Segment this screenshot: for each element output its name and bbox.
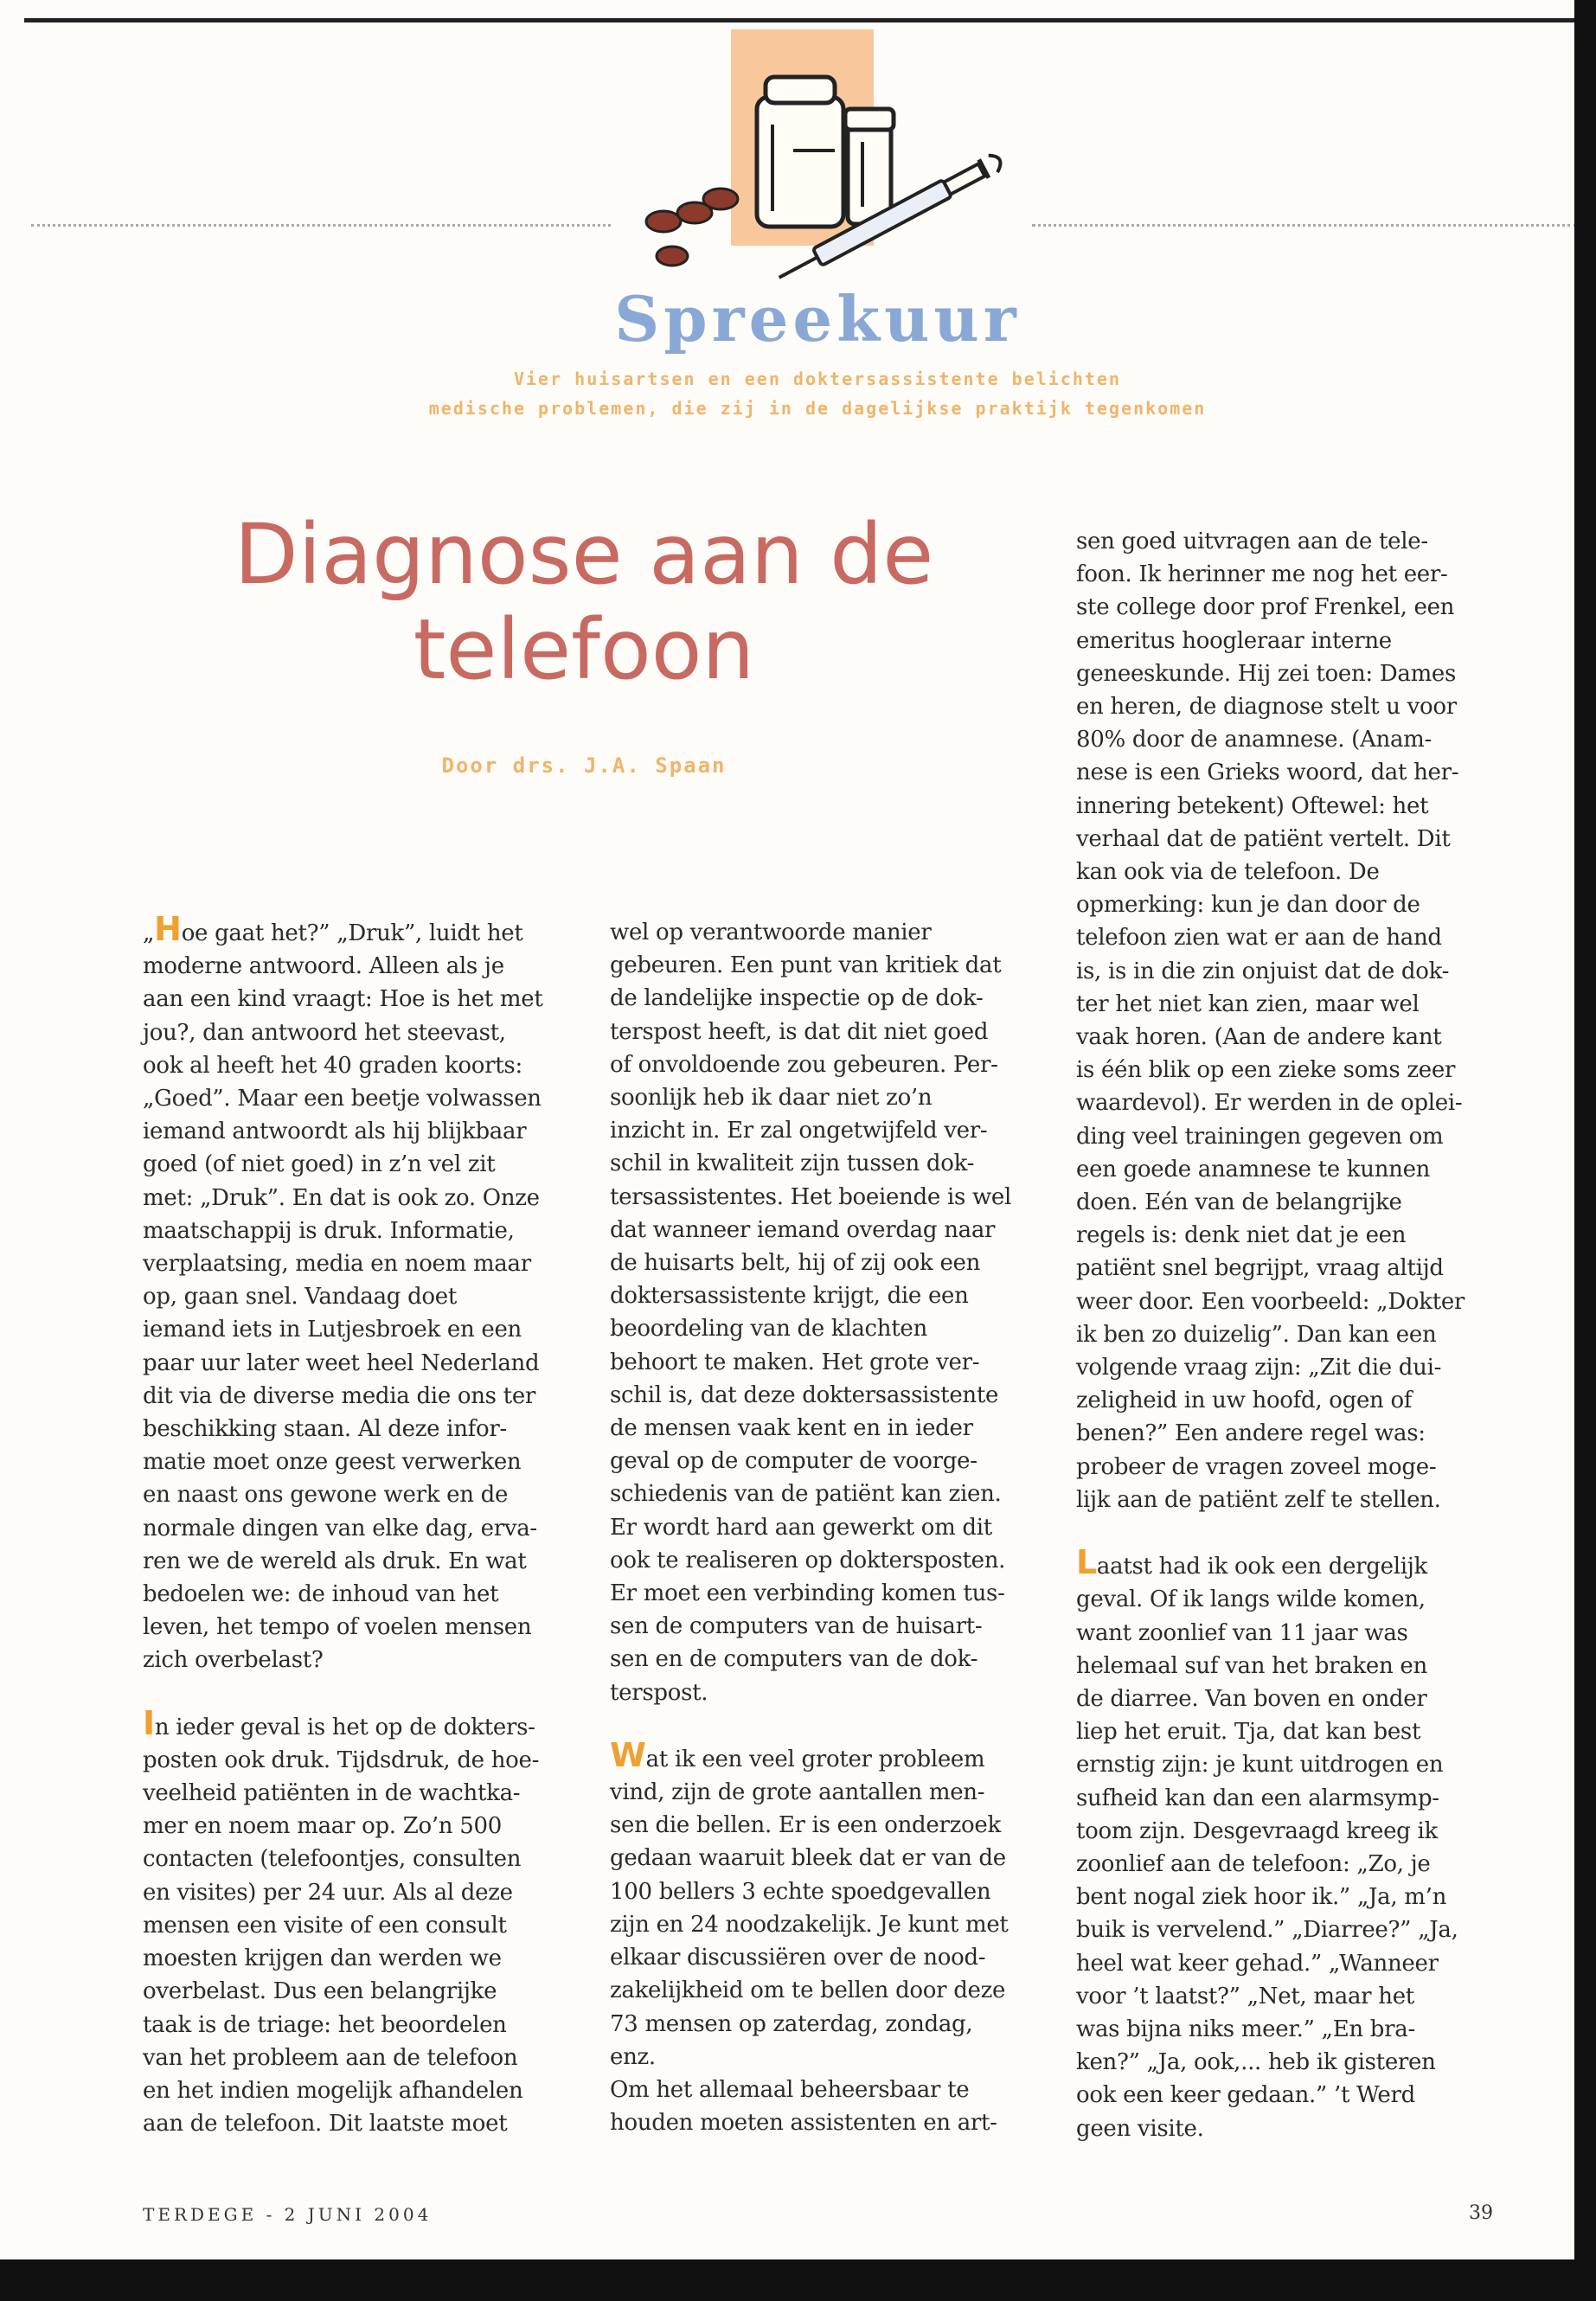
article-text-line: de huisarts belt, hij of zij ook een [610, 1250, 981, 1277]
header-dotted-rule-left [31, 224, 611, 227]
article-text-line: doktersassistente krijgt, die een [610, 1283, 969, 1310]
article-text-line: dit via de diverse media die ons ter [143, 1382, 536, 1409]
article-text-line: bedoelen we: de inhoud van het [143, 1581, 499, 1608]
article-headline-line-1: Diagnose aan de [234, 506, 934, 603]
article-text-line: beoordeling van de klachten [610, 1316, 927, 1343]
article-text-line [610, 1735, 1042, 1776]
article-text-line: ik ben zo duizelig”. Dan kan een [1076, 1321, 1437, 1348]
article-headline-line-2: telefoon [413, 601, 755, 698]
article-text-line: zijn en 24 noodzakelijk. Je kunt met [610, 1911, 1009, 1938]
drop-cap-letter: I [143, 1703, 155, 1742]
drop-cap-letter: H [154, 910, 182, 948]
article-text-line: ook te realiseren op doktersposten. [610, 1547, 1006, 1574]
article-text-line: volgende vraag zijn: „Zit die dui- [1076, 1355, 1442, 1381]
medicine-jar-large [757, 97, 843, 227]
article-text-line: de landelijke inspectie op de dok- [610, 985, 984, 1012]
article-text-line: en naast ons gewone werk en de [143, 1482, 509, 1509]
article-text-line: geneeskunde. Hij zei toen: Dames [1076, 660, 1457, 687]
article-text-line: of onvoldoende zou gebeuren. Per- [610, 1051, 998, 1078]
article-text-line: geen visite. [1076, 2115, 1204, 2142]
article-text-line: heel wat keer gehad.” „Wanneer [1076, 1950, 1439, 1977]
page-bottom-edge [0, 2259, 1596, 2301]
article-text-line: toom zijn. Desgevraagd kreeg ik [1076, 1817, 1438, 1844]
article-text-line: en heren, de diagnose stelt u voor [1076, 694, 1457, 721]
article-text-line: normale dingen van elke dag, erva- [143, 1515, 537, 1541]
article-text-line: weer door. Een voorbeeld: „Dokter [1076, 1288, 1465, 1315]
article-text-line: gebeuren. Een punt van kritiek dat [610, 952, 1002, 979]
article-text-line [143, 1703, 575, 1744]
article-text-line: patiënt snel begrijpt, vraag altijd [1076, 1255, 1444, 1282]
page-number: 39 [1469, 2202, 1493, 2224]
line-text: at ik een veel groter probleem [645, 1746, 985, 1772]
pill [657, 247, 688, 266]
article-text-line: houden moeten assistenten en art- [610, 2110, 997, 2137]
article-text-line: veelheid patiënten in de wachtka- [143, 1780, 521, 1807]
article-text-line: want zoonlief van 11 jaar was [1076, 1619, 1408, 1646]
article-text-line: iemand iets in Lutjesbroek en een [143, 1317, 522, 1343]
footer-publication: TERDEGE - 2 JUNI 2004 [143, 2204, 433, 2225]
article-text-line: probeer de vragen zoveel moge- [1076, 1453, 1437, 1480]
medicine-illustration-icon [636, 29, 1051, 280]
article-text-line: iemand antwoordt als hij blijkbaar [143, 1118, 527, 1145]
article-text-line: sufheid kan dan een alarmsymp- [1076, 1785, 1439, 1811]
drop-cap-letter: L [1076, 1543, 1097, 1582]
article-text-line: met: „Druk”. En dat is ook zo. Onze [143, 1184, 540, 1211]
article-text-line: telefoon zien wat er aan de hand [1076, 925, 1442, 952]
article-text-line: ook al heeft het 40 graden koorts: [143, 1052, 522, 1079]
article-text-line: ook een keer gedaan.” ’t Werd [1076, 2082, 1415, 2109]
article-paragraph [143, 910, 575, 1677]
article-text-line: emeritus hoogleraar interne [1076, 627, 1392, 654]
article-text-line: sen de computers van de huisart- [610, 1613, 983, 1640]
line-text: n ieder geval is het op de dokters- [154, 1714, 535, 1740]
article-text-line: 73 mensen op zaterdag, zondag, [610, 2010, 973, 2037]
article-text-line: zich overbelast? [143, 1647, 324, 1674]
article-text-line: waardevol). Er werden in de oplei- [1076, 1090, 1463, 1117]
article-text-line: buik is vervelend.” „Diarree?” „Ja, [1076, 1917, 1458, 1944]
article-text-line: beschikking staan. Al deze infor- [143, 1416, 507, 1443]
article-text-line: benen?” Een andere regel was: [1076, 1420, 1426, 1447]
article-column-2 [610, 916, 1042, 2139]
article-text-line: vind, zijn de grote aantallen men- [610, 1779, 985, 1806]
article-text-line: zeligheid in uw hoofd, ogen of [1076, 1388, 1413, 1414]
article-byline: Door drs. J.A. Spaan [441, 753, 727, 778]
article-text-line: verplaatsing, media en noem maar [143, 1251, 531, 1278]
section-subtitle-line-2: medische problemen, die zij in de dagelijkse praktijk tegenkomen [428, 398, 1207, 419]
article-text-line: dat wanneer iemand overdag naar [610, 1216, 996, 1243]
article-text-line: doen. Eén van de belangrijke [1076, 1189, 1402, 1216]
article-text-line: foon. Ik herinner me nog het eer- [1076, 561, 1448, 588]
article-text-line: tersassistentes. Het boeiende is wel [610, 1183, 1012, 1210]
article-text-line: „Goed”. Maar een beetje volwassen [143, 1086, 542, 1112]
article-paragraph [610, 916, 1042, 1709]
article-text-line: gedaan waaruit bleek dat er van de [610, 1845, 1006, 1872]
article-text-line: ter het niet kan zien, maar wel [1076, 990, 1420, 1017]
page-right-edge [1574, 0, 1596, 2301]
drop-cap-letter: W [610, 1735, 646, 1774]
article-column-3 [1076, 525, 1509, 2145]
article-text-line: schil is, dat deze doktersassistente [610, 1381, 999, 1408]
article-text-line: voor ’t laatst?” „Net, maar het [1076, 1983, 1414, 2009]
article-text-line: ken?” „Ja, ook,... heb ik gisteren [1076, 2049, 1436, 2076]
article-text-line: mer en noem maar op. Zo’n 500 [143, 1813, 502, 1840]
article-text-line: maatschappij is druk. Informatie, [143, 1217, 515, 1244]
article-text-line: sen goed uitvragen aan de tele- [1076, 529, 1428, 554]
article-text-line: ding veel trainingen gegeven om [1076, 1123, 1444, 1150]
medicine-jar-lid [766, 77, 835, 103]
magazine-page [0, 22, 1574, 2259]
article-paragraph [610, 1735, 1042, 2139]
article-text-line [1076, 1543, 1509, 1583]
article-text-line: geval op de computer de voorge- [610, 1448, 977, 1475]
header-dotted-rule-right [1032, 224, 1577, 227]
article-text-line: moesten krijgen dan werden we [143, 1945, 502, 1972]
article-text-line: 80% door de anamnese. (Anam- [1076, 727, 1432, 753]
article-text-line: soonlijk heb ik daar niet zo’n [610, 1085, 933, 1112]
article-text-line: posten ook druk. Tijdsdruk, de hoe- [143, 1747, 540, 1773]
article-text-line: moderne antwoord. Alleen als je [143, 953, 504, 980]
article-text-line: sen en de computers van de dok- [610, 1646, 978, 1673]
article-text-line: lijk aan de patiënt zelf te stellen. [1076, 1486, 1441, 1513]
article-text-line: mensen een visite of een consult [143, 1912, 507, 1939]
article-text-line: opmerking: kun je dan door de [1076, 892, 1420, 919]
article-text-line: verhaal dat de patiënt vertelt. Dit [1076, 825, 1451, 852]
article-text-line: bent nogal ziek hoor ik.” „Ja, m’n [1076, 1884, 1447, 1911]
article-text-line: Om het allemaal beheersbaar te [610, 2076, 970, 2103]
article-text-line: sen die bellen. Er is een onderzoek [610, 1812, 1001, 1839]
article-text-line: terspost. [610, 1679, 708, 1706]
article-text-line [143, 910, 575, 950]
article-text-line: 100 bellers 3 echte spoedgevallen [610, 1878, 991, 1905]
article-text-line: en het indien mogelijk afhandelen [143, 2077, 523, 2104]
article-text-line: op, gaan snel. Vandaag doet [143, 1284, 458, 1311]
article-text-line: de mensen vaak kent en in ieder [610, 1415, 973, 1442]
article-text-line: paar uur later weet heel Nederland [143, 1349, 540, 1376]
pill [703, 189, 738, 209]
article-text-line: regels is: denk niet dat je een [1076, 1222, 1407, 1249]
article-text-line: liep het eruit. Tja, dat kan best [1076, 1719, 1421, 1746]
article-text-line: elkaar discussiëren over de nood- [610, 1945, 986, 1971]
article-text-line: contacten (telefoontjes, consulten [143, 1846, 522, 1873]
article-text-line: ren we de wereld als druk. En wat [143, 1548, 527, 1574]
article-text-line: was bijna niks meer.” „En bra- [1076, 2016, 1415, 2042]
article-text-line: goed (of niet goed) in z’n vel zit [143, 1151, 496, 1178]
page-top-edge [0, 0, 1596, 22]
article-text-line: aan een kind vraagt: Hoe is het met [143, 986, 543, 1013]
article-text-line: is één blik op een zieke soms zeer [1076, 1057, 1456, 1084]
article-text-line: taak is de triage: het beoordelen [143, 2011, 507, 2038]
article-column-1 [143, 910, 575, 2140]
article-text-line: enz. [610, 2043, 656, 2070]
article-text-line: kan ook via de telefoon. De [1076, 859, 1380, 886]
line-text: oe gaat het?” „Druk”, luidt het [181, 920, 523, 946]
article-text-line: zoonlief aan de telefoon: „Zo, je [1076, 1850, 1431, 1877]
section-subtitle-line-1: Vier huisartsen en een doktersassistente belichten [513, 369, 1122, 389]
article-paragraph [1076, 525, 1509, 1516]
opening-quote: „ [143, 920, 155, 946]
article-paragraph [143, 1703, 575, 2141]
article-text-line: leven, het tempo of voelen mensen [143, 1614, 532, 1641]
article-text-line: inzicht in. Er zal ongetwijfeld ver- [610, 1118, 988, 1144]
article-text-line: is, is in die zin onjuist dat de dok- [1076, 958, 1450, 984]
article-text-line: en visites) per 24 uur. Als al deze [143, 1879, 513, 1906]
article-text-line: Er moet een verbinding komen tus- [610, 1580, 1005, 1607]
article-text-line: schiedenis van de patiënt kan zien. [610, 1481, 1002, 1508]
article-text-line: jou?, dan antwoord het steevast, [143, 1019, 506, 1046]
article-text-line: een goede anamnese te kunnen [1076, 1156, 1431, 1183]
article-text-line: Er wordt hard aan gewerkt om dit [610, 1514, 992, 1541]
article-text-line: ernstig zijn: je kunt uitdrogen en [1076, 1752, 1444, 1779]
article-text-line: vaak horen. (Aan de andere kant [1076, 1024, 1442, 1051]
article-text-line: helemaal suf van het braken en [1076, 1652, 1427, 1679]
article-text-line: de diarree. Van boven en onder [1076, 1685, 1427, 1712]
article-text-line: van het probleem aan de telefoon [143, 2044, 518, 2071]
article-text-line: terspost heeft, is dat dit niet goed [610, 1018, 989, 1045]
article-text-line: zakelijkheid om te bellen door deze [610, 1977, 1006, 2004]
section-title: Spreekuur [614, 282, 1021, 356]
pill [646, 211, 681, 232]
line-text: aatst had ik ook een dergelijk [1096, 1554, 1427, 1580]
paragraph-gap [1076, 1516, 1509, 1549]
article-paragraph [1076, 1543, 1509, 2145]
article-text-line: ste college door prof Frenkel, een [1076, 594, 1455, 621]
article-text-line: innering betekent) Oftewel: het [1076, 792, 1429, 819]
article-headline [216, 507, 952, 697]
article-text-line: overbelast. Dus een belangrijke [143, 1978, 497, 2005]
article-text-line: schil in kwaliteit zijn tussen dok- [610, 1150, 975, 1177]
paragraph-gap [143, 1677, 575, 1710]
article-text-line: behoort te maken. Het grote ver- [610, 1349, 980, 1375]
paragraph-gap [610, 1709, 1042, 1742]
article-text-line: geval. Of ik langs wilde komen, [1076, 1586, 1426, 1613]
article-text-line: nese is een Grieks woord, dat her- [1076, 760, 1459, 786]
article-text-line: wel op verantwoorde manier [610, 920, 932, 945]
article-text-line: aan de telefoon. Dit laatste moet [143, 2111, 508, 2138]
article-text-line: matie moet onze geest verwerken [143, 1449, 522, 1476]
